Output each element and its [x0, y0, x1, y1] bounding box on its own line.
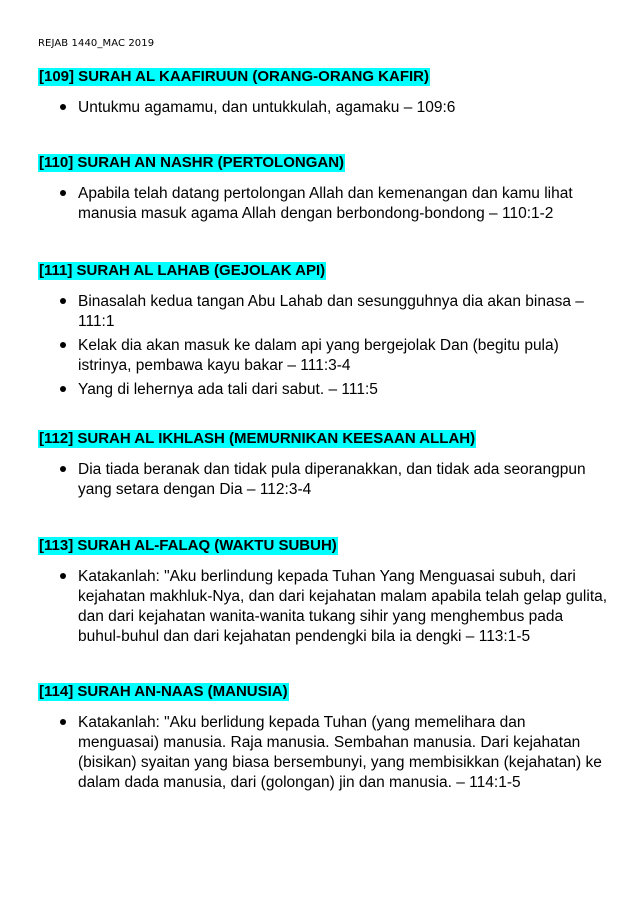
- list-item: [38, 380, 608, 400]
- section-heading: [114] SURAH AN-NAAS (MANUSIA): [39, 683, 288, 700]
- page-header: REJAB 1440_MAC 2019: [38, 38, 155, 49]
- section-heading: [110] SURAH AN NASHR (PERTOLONGAN): [39, 154, 345, 171]
- bullet-icon: [60, 573, 66, 579]
- item-list: [38, 184, 608, 224]
- item-list: [38, 98, 608, 118]
- list-item: [38, 567, 608, 647]
- section-114: [38, 683, 608, 797]
- bullet-icon: [60, 190, 66, 196]
- item-list: [38, 567, 608, 647]
- item-text: Yang di lehernya ada tali dari sabut. – 111:5: [78, 381, 378, 398]
- item-text: Katakanlah: "Aku berlindung kepada Tuhan Yang Menguasai subuh, dari kejahatan makhluk-Nya, dan dari kejahatan malam apabila telah gelap gulita, dan dari kejahatan wanita-wanita tukang sihir yang menghembus pada buhul-buhul dan dari kejahatan pendengki bila ia dengki – 113:1-5: [78, 568, 608, 645]
- item-text: Untukmu agamamu, dan untukkulah, agamaku – 109:6: [78, 99, 456, 116]
- bullet-icon: [60, 342, 66, 348]
- section-109: [38, 68, 608, 122]
- list-item: [38, 336, 608, 376]
- bullet-icon: [60, 298, 66, 304]
- section-111: [38, 262, 608, 404]
- list-item: [38, 98, 608, 118]
- item-text: Dia tiada beranak dan tidak pula diperanakkan, dan tidak ada seorangpun yang setara dengan Dia – 112:3-4: [78, 461, 586, 498]
- section-113: [38, 537, 608, 651]
- section-heading: [109] SURAH AL KAAFIRUUN (ORANG-ORANG KAFIR): [39, 68, 429, 85]
- section-110: [38, 154, 608, 228]
- list-item: [38, 460, 608, 500]
- section-heading: [111] SURAH AL LAHAB (GEJOLAK API): [39, 262, 326, 279]
- item-list: [38, 292, 608, 400]
- section-112: [38, 430, 608, 504]
- bullet-icon: [60, 466, 66, 472]
- item-text: Kelak dia akan masuk ke dalam api yang bergejolak Dan (begitu pula) istrinya, pembawa kayu bakar – 111:3-4: [78, 337, 559, 374]
- section-heading: [112] SURAH AL IKHLASH (MEMURNIKAN KEESAAN ALLAH): [39, 430, 476, 447]
- list-item: [38, 713, 608, 793]
- bullet-icon: [60, 719, 66, 725]
- item-text: Binasalah kedua tangan Abu Lahab dan sesungguhnya dia akan binasa – 111:1: [78, 293, 584, 330]
- item-text: Apabila telah datang pertolongan Allah dan kemenangan dan kamu lihat manusia masuk agama Allah dengan berbondong-bondong – 110:1-2: [78, 185, 573, 222]
- item-list: [38, 460, 608, 500]
- item-text: Katakanlah: "Aku berlidung kepada Tuhan (yang memelihara dan menguasai) manusia. Raja manusia. Sembahan manusia. Dari kejahatan (bisikan) syaitan yang biasa bersembunyi, yang membisikkan (kejahatan) ke dalam dada manusia, dari (golongan) jin dan manusia. – 114:1-5: [78, 714, 602, 791]
- list-item: [38, 184, 608, 224]
- section-heading: [113] SURAH AL-FALAQ (WAKTU SUBUH): [39, 537, 337, 554]
- bullet-icon: [60, 104, 66, 110]
- list-item: [38, 292, 608, 332]
- bullet-icon: [60, 386, 66, 392]
- item-list: [38, 713, 608, 793]
